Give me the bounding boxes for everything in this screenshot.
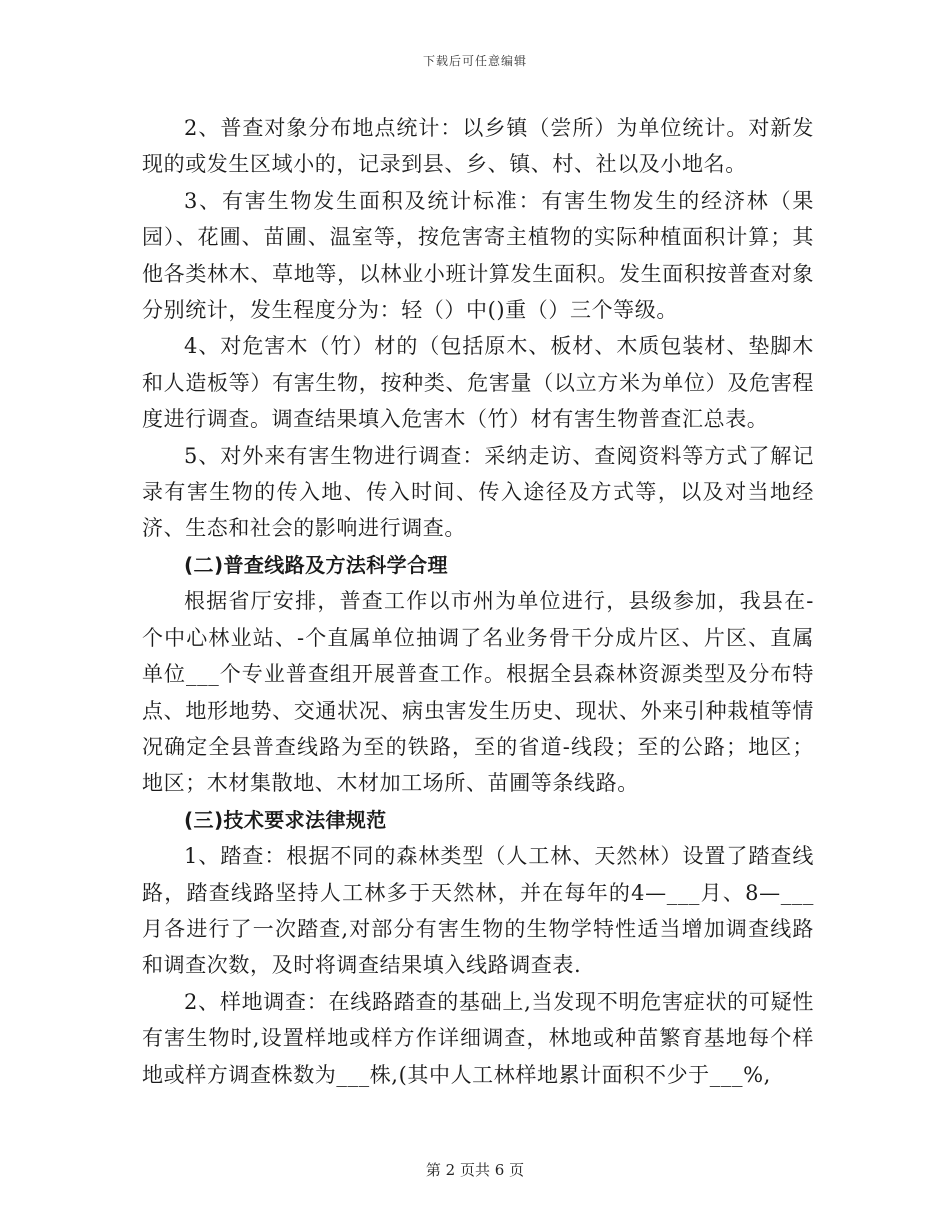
document-body [142, 110, 814, 1093]
page-number-footer: 第 2 页共 6 页 [425, 1161, 525, 1179]
paragraph-plot-survey: 2、样地调查：在线路踏查的基础上,当发现不明危害症状的可疑性有害生物时,设置样地或样方作详细调查，林地或种苗繁育基地每个样地或样方调查株数为___株,(其中人工林样地累计面积不少于___%, [142, 989, 814, 1087]
paragraph-survey-routes: 根据省厅安排，普查工作以市州为单位进行，县级参加，我县在-个中心林业站、-个直属单位抽调了名业务骨干分成片区、片区、直属单位___个专业普查组开展普查工作。根据全县森林资源类型及分布特点、地形地势、交通状况、病虫害发生历史、现状、外来引种栽植等情况确定全县普查线路为至的铁路，至的省道-线段；至的公路；地区；地区；木材集散地、木材加工场所、苗圃等条线路。 [142, 589, 814, 796]
page-header: 下载后可任意编辑 [422, 54, 527, 68]
paragraph-field-survey: 1、踏查：根据不同的森林类型（人工林、天然林）设置了踏查线路，踏查线路坚持人工林多于天然林，并在每年的4—___月、8—___月各进行了一次踏查,对部分有害生物的生物学特性适当增加调查线路和调查次数，及时将调查结果填入线路调查表. [142, 844, 814, 978]
section-heading-survey-routes: (二)普查线路及方法科学合理 [184, 552, 448, 577]
paragraph-area-standards: 3、有害生物发生面积及统计标准：有害生物发生的经济林（果园）、花圃、苗圃、温室等，按危害寄主植物的实际种植面积计算；其他各类林木、草地等，以林业小班计算发生面积。发生面积按普查对象分别统计，发生程度分为：轻（）中()重（）三个等级。 [142, 188, 814, 323]
paragraph-invasive-pests: 5、对外来有害生物进行调查：采纳走访、查阅资料等方式了解记录有害生物的传入地、传入时间、传入途径及方式等，以及对当地经济、生态和社会的影响进行调查。 [142, 443, 814, 541]
paragraph-timber-pests: 4、对危害木（竹）材的（包括原木、板材、木质包装材、垫脚木和人造板等）有害生物，按种类、危害量（以立方米为单位）及危害程度进行调查。调查结果填入危害木（竹）材有害生物普查汇总表。 [142, 334, 814, 432]
section-heading-technical-requirements: (三)技术要求法律规范 [184, 807, 387, 832]
paragraph-distribution-statistics: 2、普查对象分布地点统计：以乡镇（尝所）为单位统计。对新发现的或发生区域小的，记录到县、乡、镇、村、社以及小地名。 [142, 116, 814, 177]
